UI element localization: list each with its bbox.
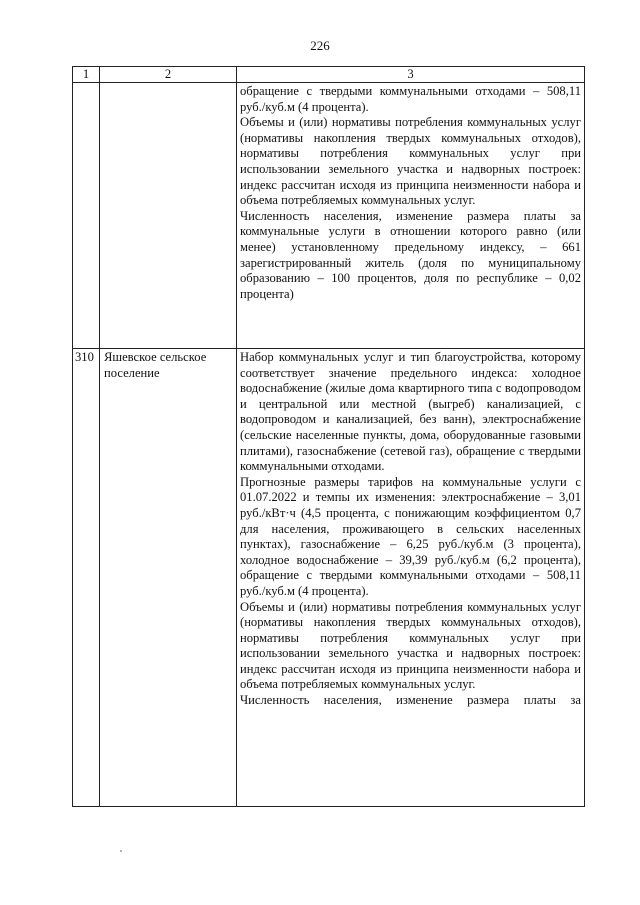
paragraph: обращение с твердыми коммунальными отходами – 508,11 руб./куб.м (4 процента).	[240, 84, 581, 114]
column-header-1: 1	[73, 67, 100, 83]
page-number: 226	[310, 38, 330, 53]
municipality-name	[100, 83, 237, 349]
paragraph: Набор коммунальных услуг и тип благоустройства, которому соответствует значение предельного индекса: холодное водоснабжение (жилые дома квартирного типа с водопроводом и центральной или местной (выгреб) канализацией, с водопроводом и канализацией, без ванн), электроснабжение (сельские населенные пункты, дома, оборудованные газовыми плитами), газоснабжение (сетевой газ), обращение с твердыми коммунальными отходами.	[240, 350, 581, 474]
scan-speck	[120, 850, 122, 852]
column-header-3: 3	[237, 67, 585, 83]
tariff-table	[72, 66, 585, 807]
paragraph: Прогнозные размеры тарифов на коммунальные услуги с 01.07.2022 и темпы их изменения: электроснабжение – 3,01 руб./кВт·ч (4,5 процента, с понижающим коэффициентом 0,7 для населения, проживающего в сельских населенных пунктах), газоснабжение – 6,25 руб./куб.м (3 процента), холодное водоснабжение – 39,39 руб./куб.м (6,2 процента), обращение с твердыми коммунальными отходами – 508,11 руб./куб.м (4 процента).	[240, 474, 581, 598]
table-row	[73, 83, 585, 349]
paragraph: Объемы и (или) нормативы потребления коммунальных услуг (нормативы накопления твердых коммунальных отходов), нормативы потребления коммунальных услуг при использовании земельного участка и надворных построек: индекс рассчитан исходя из принципа неизменности набора и объема потребляемых коммунальных услуг.	[240, 599, 581, 692]
row-description	[237, 349, 585, 807]
row-number	[73, 83, 100, 349]
column-header-2: 2	[100, 67, 237, 83]
table-row	[73, 349, 585, 807]
paragraph: Объемы и (или) нормативы потребления коммунальных услуг (нормативы накопления твердых коммунальных отходов), нормативы потребления коммунальных услуг при использовании земельного участка и надворных построек: индекс рассчитан исходя из принципа неизменности набора и объема потребляемых коммунальных услуг.	[240, 115, 581, 208]
row-description	[237, 83, 585, 349]
municipality-name: Яшевское сельское поселение	[100, 349, 237, 807]
paragraph: Численность населения, изменение размера платы за	[240, 693, 581, 708]
paragraph: Численность населения, изменение размера платы за коммунальные услуги в отношении которого равно (или менее) установленному предельному индексу, – 661 зарегистрированный житель (доля по муниципальному образованию – 100 процентов, доля по республике – 0,02 процента)	[240, 208, 581, 301]
row-number: 310	[73, 349, 100, 807]
table-header-row	[73, 67, 585, 83]
